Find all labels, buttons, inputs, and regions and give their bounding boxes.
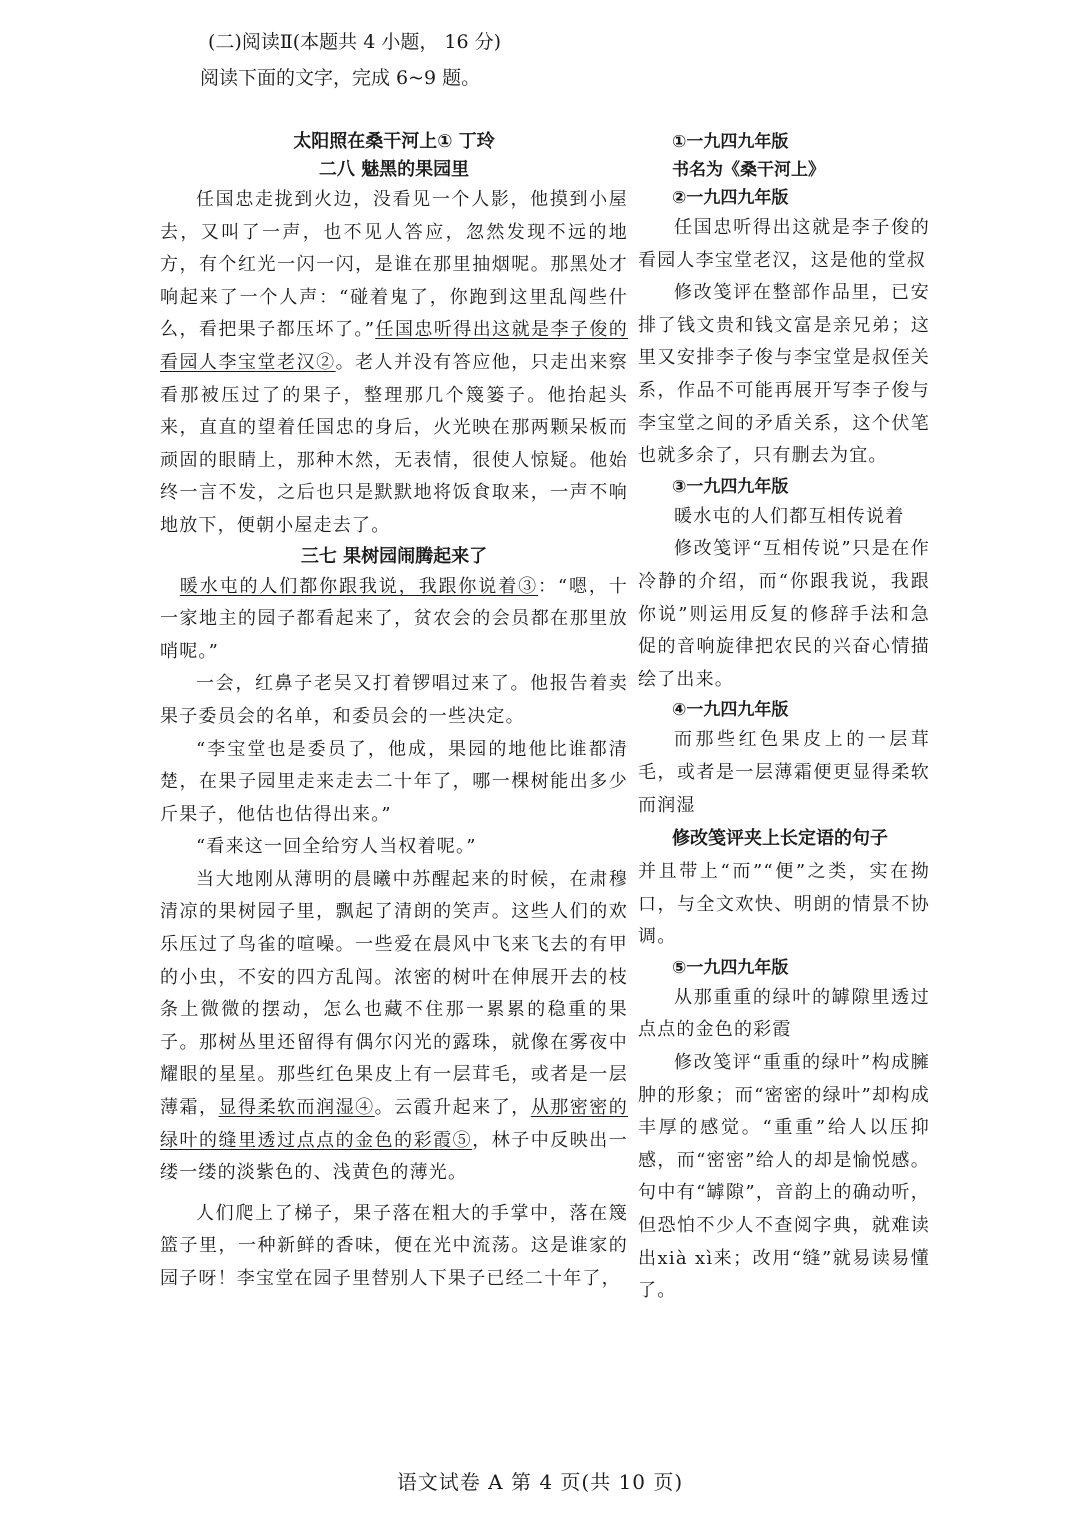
paragraph-5: “看来这一回全给穷人当权着呢。”: [196, 836, 477, 858]
work-title: 太阳照在桑干河上① 丁玲: [293, 131, 495, 152]
section-title: (二)阅读Ⅱ(本题共 4 小题， 16 分): [208, 31, 501, 53]
note-3-comment: 修改笺评“互相传说”只是在作冷静的介绍，而“你跟我说，我跟你说”则运用反复的修辞手法和急促的音响旋律把农民的兴奋心情描绘了出来。: [638, 538, 930, 690]
page-footer: 语文试卷 A 第 4 页(共 10 页): [396, 1470, 684, 1494]
paragraph-6: 当大地刚从薄明的晨曦中苏醒起来的时候，在肃穆清凉的果树园子里，飘起了清朗的笑声。这些人们的欢乐压过了鸟雀的喧噪。一些爱在晨风中飞来飞去的有甲的小虫，不安的四方乱闯。浓密的树叶在伸展开去的枝条上微微的摆动，怎么也藏不住那一累累的稳重的果子。那树丛里还留得有偶尔闪光的露珠，就像在雾夜中耀眼的星星。那些红色果皮上有一层茸毛，或者是一层薄霜，显得柔软而润湿④。云霞升起来了，从那密密的绿叶的缝里透过点点的金色的彩霞⑤，林子中反映出一缕一缕的淡紫色的、浅黄色的薄光。: [160, 868, 628, 1184]
note-4-comment-lead: 修改笺评夹上长定语的句子: [672, 828, 888, 850]
note-5-heading: ⑤一九四九年版: [672, 957, 789, 978]
section-header: [172, 26, 872, 94]
note-2-original: 任国忠听得出这就是李子俊的看园人李宝堂老汉，这是他的堂叔: [638, 217, 930, 271]
underlined-sentence-4: 显得柔软而润湿④: [218, 1097, 375, 1119]
note-3-original: 暖水屯的人们都互相传说着: [674, 505, 905, 527]
paragraph-1: 任国忠走拢到火边，没看见一个人影，他摸到小屋去，又叫了一声，也不见人答应，忽然发现不远的地方，有个红光一闪一闪，是谁在那里抽烟呢。那黑处才响起来了一个人声：“碰着鬼了，你跑到这里乱闯些什么，看把果子都压坏了。”任国忠听得出这就是李子俊的看园人李宝堂老汉②。老人并没有答应他，只走出来察看那被压过了的果子，整理那几个篾篓子。他抬起头来，直直的望着任国忠的身后，火光映在那两颗呆板而顽固的眼睛上，那种木然，无表情，很使人惊疑。他始终一言不发，之后也只是默默地将饭食取来，一声不响地放下，便朝小屋走去了。: [160, 189, 628, 536]
main-text-column: [160, 128, 628, 1296]
note-4-original: 而那些红色果皮上的一层茸毛，或者是一层薄霜便更显得柔软而润湿: [638, 729, 930, 816]
annotation-column: [638, 128, 930, 1308]
note-1-heading: ①一九四九年版: [672, 132, 789, 152]
chapter-28-title: 二八 魅黑的果园里: [318, 159, 470, 180]
paragraph-2: 暖水屯的人们都你跟我说，我跟你说着③：“嗯，十一家地主的园子都看起来了，贫农会的会员都在那里放哨呢。”: [160, 575, 629, 662]
note-4-heading: ④一九四九年版: [672, 700, 789, 721]
underlined-sentence-2: 任国忠听得出这就是李子俊的看园人李宝堂老汉②: [160, 319, 628, 373]
paragraph-3: 一会，红鼻子老吴又打着锣唱过来了。他报告着卖果子委员会的名单，和委员会的一些决定。: [160, 673, 628, 727]
note-3-heading: ③一九四九年版: [672, 476, 789, 497]
note-5-original: 从那重重的绿叶的罅隙里透过点点的金色的彩霞: [638, 986, 930, 1041]
note-1-text: 书名为《桑干河上》: [672, 160, 825, 180]
note-5-comment: 修改笺评“重重的绿叶”构成臃肿的形象；而“密密的绿叶”却构成丰厚的感觉。“重重”给人以压抑感，而“密密”给人的却是愉悦感。句中有“罅隙”，音韵上的确动听，但恐怕不少人不查阅字典，就难读出xià xì来；改用“缝”就易读易懂了。: [638, 1052, 930, 1302]
chapter-37-title: 三七 果树园闹腾起来了: [300, 545, 488, 567]
section-instruction: 阅读下面的文字，完成 6~9 题。: [200, 67, 481, 89]
paragraph-4: “李宝堂也是委员了，他成，果园的地他比谁都清楚，在果子园里走来走去二十年了，哪一棵树能出多少斤果子，他估也估得出来。”: [160, 738, 628, 825]
note-2-comment: 修改笺评在整部作品里，已安排了钱文贵和钱文富是亲兄弟；这里又安排李子俊与李宝堂是叔侄关系，作品不可能再展开写李子俊与李宝堂之间的矛盾关系，这个伏笔也就多余了，只有删去为宜。: [638, 282, 930, 467]
underlined-sentence-3: 暖水屯的人们都你跟我说，我跟你说着③: [179, 575, 538, 597]
note-4-comment: 并且带上“而”“便”之类，实在拗口，与全文欢快、明朗的情景不协调。: [638, 861, 930, 948]
underlined-sentence-5: 从那密密的绿叶的缝里透过点点的金色的彩霞⑤: [160, 1097, 628, 1151]
note-2-heading: ②一九四九年版: [672, 188, 789, 208]
paragraph-7: 人们爬上了梯子，果子落在粗大的手掌中，落在篾篮子里，一种新鲜的香味，便在光中流荡。这是谁家的园子呀！李宝堂在园子里替别人下果子已经二十年了，: [160, 1202, 628, 1289]
